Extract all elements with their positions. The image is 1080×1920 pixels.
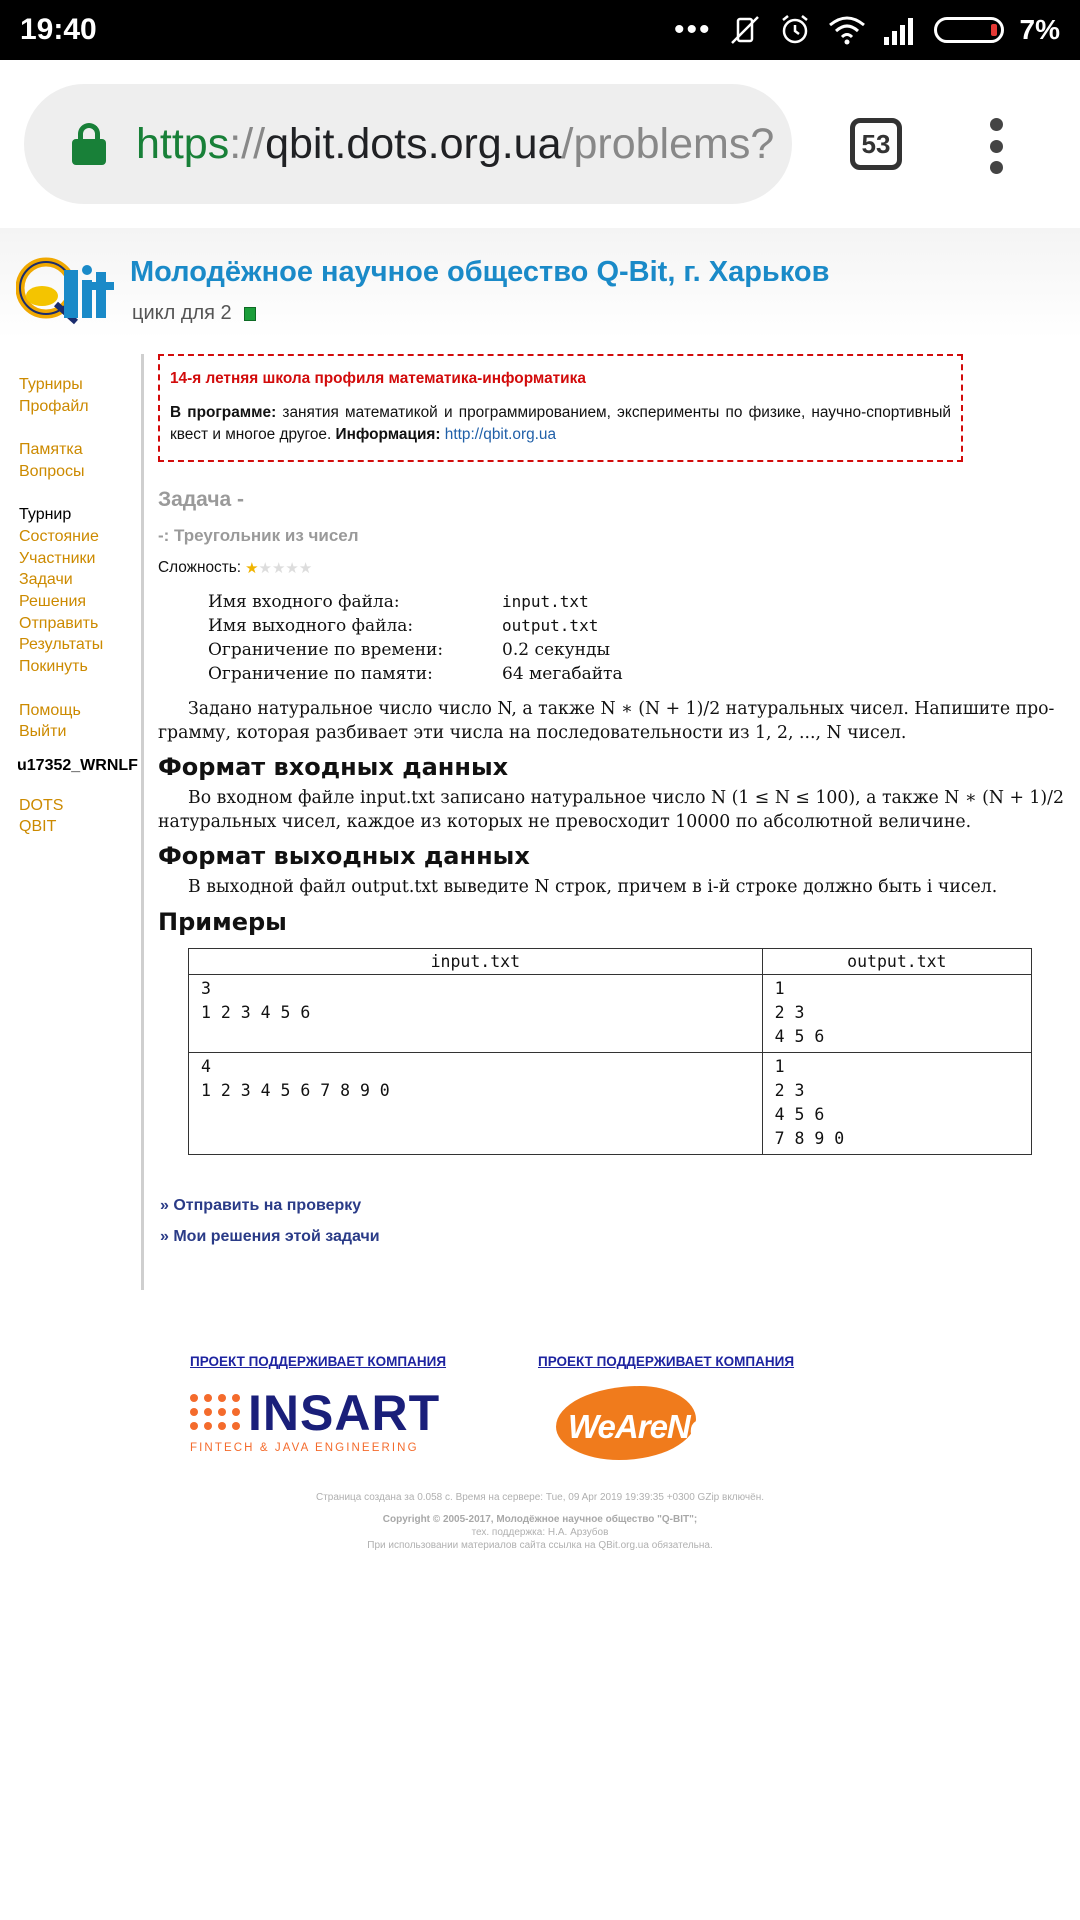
star-icon: ★ (258, 559, 272, 577)
limit-row: Ограничение по памяти: 64 мегабайта (208, 664, 623, 684)
insart-tagline: FINTECH & JAVA ENGINEERING (190, 1442, 419, 1454)
sidebar-item-submit[interactable]: Отправить (19, 614, 99, 632)
wearenet-name: WeAreNet (568, 1408, 718, 1445)
sidebar-item-solutions[interactable]: Решения (19, 593, 87, 610)
star-icon: ★ (298, 559, 313, 577)
battery-icon (934, 17, 1004, 43)
alarm-icon (778, 13, 812, 47)
sidebar-menu (19, 374, 139, 838)
more-notifications-icon: ••• (674, 13, 712, 46)
lock-icon[interactable] (72, 123, 106, 165)
page-generated-info: Страница создана за 0.058 с. Время на сервере: Tue, 09 Apr 2019 19:39:35 +0300 GZip включён. (316, 1492, 764, 1503)
sidebar-item-help[interactable]: Помощь (19, 701, 81, 719)
difficulty-label: Сложность: (158, 559, 242, 576)
contest-name: цикл для 2 (132, 302, 232, 324)
star-icon: ★ (271, 559, 286, 577)
sidebar-divider (141, 354, 144, 1290)
submit-solution-link[interactable]: » Отправить на проверку (160, 1197, 362, 1214)
example-output: 1 2 3 4 5 6 (762, 975, 1031, 1053)
star-icon: ★ (285, 559, 299, 577)
statement-line-1: Задано натуральное число число N, а также N ∗ (N + 1)/2 натуральных чисел. Напишите про- (188, 699, 1055, 719)
site-subtitle (132, 302, 256, 325)
input-format-heading: Формат входных данных (158, 753, 509, 781)
task-label: Задача - (158, 488, 245, 511)
announcement-box (158, 354, 963, 462)
output-format-heading: Формат выходных данных (158, 842, 530, 870)
copyright: Copyright © 2005-2017, Молодёжное научное общество "Q-BIT"; (382, 1514, 698, 1525)
limit-row: Ограничение по времени: 0.2 секунды (208, 640, 610, 660)
sponsor-label-wearenet[interactable]: ПРОЕКТ ПОДДЕРЖИВАЕТ КОМПАНИЯ (538, 1354, 795, 1369)
limit-row: Имя входного файла: input.txt (208, 592, 589, 612)
sidebar-item-profile[interactable]: Профайл (19, 397, 89, 415)
limit-row: Имя выходного файла: output.txt (208, 616, 599, 636)
examples-col-input: input.txt (189, 949, 763, 975)
sidebar-item-questions[interactable]: Вопросы (19, 462, 85, 480)
output-format-line-1: В выходной файл output.txt выведите N строк, причем в i-й строке должно быть i чисел. (188, 877, 998, 897)
signal-icon (882, 15, 918, 45)
wearenet-logo[interactable] (556, 1386, 718, 1460)
difficulty (158, 559, 312, 577)
insart-logo[interactable] (190, 1385, 441, 1458)
input-format-line-1: Во входном файле input.txt записано натуральное число N (1 ≤ N ≤ 100), а также N ∗ (N + 1)/2 (188, 788, 1064, 808)
status-icons (674, 13, 1060, 47)
table-row (189, 975, 1032, 1053)
difficulty-stars (245, 561, 312, 576)
sidebar-item-tournaments[interactable]: Турниры (19, 376, 83, 393)
example-output: 1 2 3 4 5 6 7 8 9 0 (762, 1053, 1031, 1155)
qbit-logo-icon[interactable] (16, 254, 116, 326)
status-flag-icon (244, 307, 256, 321)
example-input: 3 1 2 3 4 5 6 (189, 975, 763, 1053)
current-user: u17352_WRNLF (17, 756, 138, 774)
sidebar-item-logout[interactable]: Выйти (19, 723, 67, 741)
wifi-icon (828, 15, 866, 45)
sidebar-item-leave[interactable]: Покинуть (19, 658, 88, 676)
task-title: -: Треугольник из чисел (158, 526, 359, 545)
sidebar-item-memo[interactable]: Памятка (19, 441, 83, 459)
browser-toolbar (0, 60, 1080, 228)
announcement-text: В программе: занятия математикой и программированием, эксперименты по физике, научно-спортивный квест и многое другое. Информация: http://qbit.org.ua (170, 404, 951, 443)
sidebar-item-tournament: Турнир (19, 506, 72, 524)
status-bar (0, 0, 1080, 60)
status-time: 19:40 (20, 13, 97, 46)
input-format-line-2: натуральных чисел, каждое из которых не превосходит 10000 по абсолютной величине. (158, 812, 972, 832)
statement-line-2: грамму, которая разбивает эти числа на последовательности из 1, 2, ..., N чисел. (158, 723, 907, 743)
sidebar-item-qbit[interactable]: QBIT (19, 818, 57, 836)
usage-notice: При использовании материалов сайта ссылка на QBit.org.ua обязательна. (367, 1540, 713, 1551)
sidebar-item-dots[interactable]: DOTS (19, 796, 64, 814)
examples-col-output: output.txt (762, 949, 1031, 975)
tab-switcher-button[interactable]: 53 (850, 118, 902, 170)
sidebar-item-results[interactable]: Результаты (19, 636, 104, 654)
star-icon: ★ (245, 559, 259, 577)
vibrate-mute-icon (728, 13, 762, 47)
sidebar-item-status[interactable]: Состояние (19, 527, 99, 545)
examples-table (188, 948, 1032, 1155)
examples-heading: Примеры (158, 908, 287, 936)
announcement-title: 14-я летняя школа профиля математика-информатика (170, 370, 586, 387)
insart-dots-icon (190, 1394, 244, 1434)
table-row (189, 1053, 1032, 1155)
sidebar-item-participants[interactable]: Участники (19, 549, 96, 567)
insart-name: INSART (248, 1385, 441, 1441)
sponsor-label-insart[interactable]: ПРОЕКТ ПОДДЕРЖИВАЕТ КОМПАНИЯ (190, 1354, 447, 1369)
announcement-link[interactable]: http://qbit.org.ua (444, 426, 557, 443)
sidebar-item-problems[interactable]: Задачи (19, 571, 73, 589)
address-bar[interactable] (24, 84, 792, 204)
example-input: 4 1 2 3 4 5 6 7 8 9 0 (189, 1053, 763, 1155)
battery-percent: 7% (1019, 14, 1060, 45)
limits-table (208, 590, 623, 686)
overflow-menu-icon[interactable] (988, 118, 1004, 174)
url-text[interactable]: https://qbit.dots.org.ua/problems? (136, 119, 775, 168)
site-title[interactable]: Молодёжное научное общество Q-Bit, г. Харьков (130, 256, 830, 288)
support-info: тех. поддержка: Н.А. Арзубов (471, 1527, 609, 1538)
my-solutions-link[interactable]: » Мои решения этой задачи (160, 1228, 380, 1245)
main-content (158, 354, 1080, 1294)
